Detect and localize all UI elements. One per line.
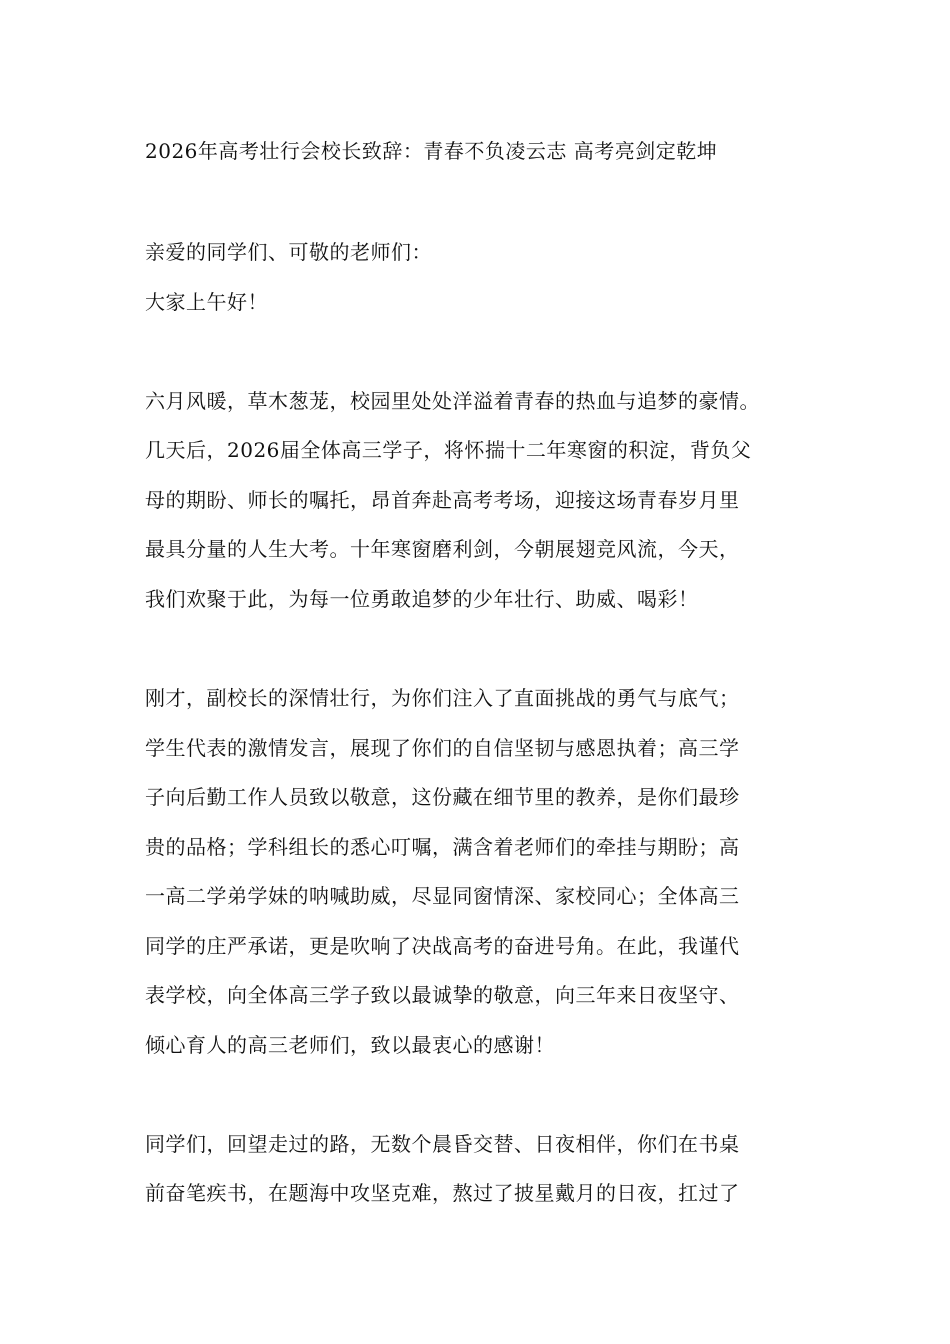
paragraph-line: 母的期盼、师长的嘱托，昂首奔赴高考考场，迎接这场青春岁月里 xyxy=(145,488,740,512)
paragraph-line: 贵的品格；学科组长的悉心叮嘱，满含着老师们的牵挂与期盼；高 xyxy=(145,835,740,859)
paragraph-line: 前奋笔疾书，在题海中攻坚克难，熬过了披星戴月的日夜，扛过了 xyxy=(145,1181,740,1205)
paragraph-line: 几天后，2026届全体高三学子，将怀揣十二年寒窗的积淀，背负父 xyxy=(145,438,752,462)
document-title: 2026年高考壮行会校长致辞：青春不负凌云志 高考亮剑定乾坤 xyxy=(145,139,718,163)
paragraph-line: 一高二学弟学妹的呐喊助威，尽显同窗情深、家校同心；全体高三 xyxy=(145,884,740,908)
paragraph-line: 同学们，回望走过的路，无数个晨昏交替、日夜相伴，你们在书桌 xyxy=(145,1132,740,1156)
paragraph-line: 学生代表的激情发言，展现了你们的自信坚韧与感恩执着；高三学 xyxy=(145,736,740,760)
greeting-line: 亲爱的同学们、可敬的老师们： xyxy=(145,240,432,264)
paragraph-line: 倾心育人的高三老师们，致以最衷心的感谢！ xyxy=(145,1033,555,1057)
paragraph-line: 我们欢聚于此，为每一位勇敢追梦的少年壮行、助威、喝彩！ xyxy=(145,587,699,611)
paragraph-line: 刚才，副校长的深情壮行，为你们注入了直面挑战的勇气与底气； xyxy=(145,686,740,710)
paragraph-line: 同学的庄严承诺，更是吹响了决战高考的奋进号角。在此，我谨代 xyxy=(145,934,740,958)
paragraph-line: 六月风暖，草木葱茏，校园里处处洋溢着青春的热血与追梦的豪情。 xyxy=(145,389,760,413)
paragraph-line: 子向后勤工作人员致以敬意，这份藏在细节里的教养，是你们最珍 xyxy=(145,785,740,809)
paragraph-line: 表学校，向全体高三学子致以最诚挚的敬意，向三年来日夜坚守、 xyxy=(145,983,740,1007)
salutation-line: 大家上午好！ xyxy=(145,290,268,314)
paragraph-line: 最具分量的人生大考。十年寒窗磨利剑，今朝展翅竞风流，今天， xyxy=(145,537,740,561)
